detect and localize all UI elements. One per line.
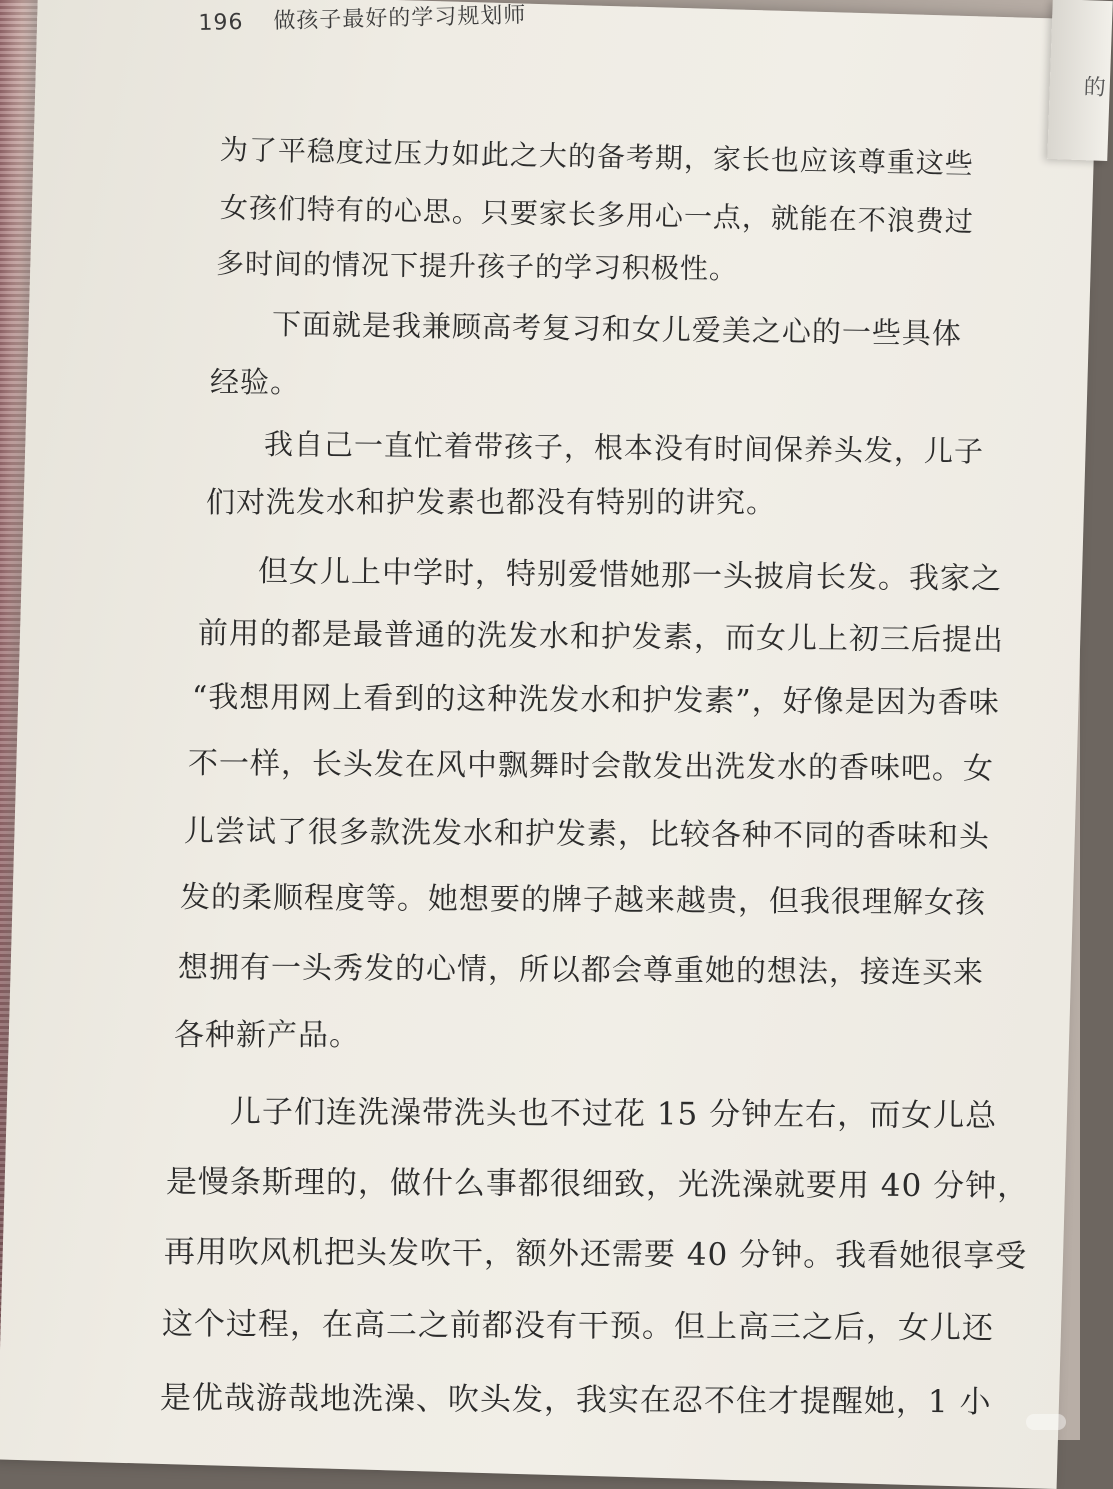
adjacent-book-glyph: 的 [1083,75,1107,101]
text-line: 各种新产品。 [174,1018,360,1053]
text-line: 发的柔顺程度等。她想要的牌子越来越贵，但我很理解女孩 [179,880,987,921]
text-line: 我自己一直忙着带孩子，根本没有时间保养头发，儿子 [263,427,985,469]
text-line: 但女儿上中学时，特别爱惜她那一头披肩长发。我家之 [257,554,1003,597]
page-number: 196 [198,9,244,36]
text-line: 儿尝试了很多款洗发水和护发素，比较各种不同的香味和头 [183,814,991,855]
book-title: 做孩子最好的学习规划师 [273,2,527,35]
text-line: 下面就是我兼顾高考复习和女儿爱美之心的一些具体 [271,307,963,351]
text-line: “我想用网上看到的这种洗发水和护发素”，好像是因为香味 [191,680,1000,721]
text-line: 是慢条斯理的，做什么事都很细致，光洗澡就要用 40 分钟， [165,1164,1030,1205]
text-line: 前用的都是最普通的洗发水和护发素，而女儿上初三后提出 [197,616,1005,659]
text-line: 不一样，长头发在风中飘舞时会散发出洗发水的香味吧。女 [187,746,995,787]
text-line: 儿子们连洗澡带洗头也不过花 15 分钟左右，而女儿总 [229,1094,998,1135]
text-line: 们对洗发水和护发素也都没有特别的讲究。 [206,485,777,519]
text-line: 经验。 [210,365,301,399]
text-line: 想拥有一头秀发的心情，所以都会尊重她的想法，接连买来 [177,950,985,991]
text-line: 多时间的情况下提升孩子的学习积极性。 [215,247,739,286]
text-line: 为了平稳度过压力如此之大的备考期，家长也应该尊重这些 [219,133,975,181]
text-line: 再用吹风机把头发吹干，额外还需要 40 分钟。我看她很享受 [163,1234,1028,1275]
watermark-pill [1026,1414,1066,1430]
text-line: 这个过程，在高二之前都没有干预。但上高三之后，女儿还 [161,1306,995,1347]
text-line: 女孩们特有的心思。只要家长多用心一点，就能在不浪费过 [219,191,975,239]
text-line: 是优哉游哉地洗澡、吹头发，我实在忍不住才提醒她，1 小 [159,1380,992,1421]
